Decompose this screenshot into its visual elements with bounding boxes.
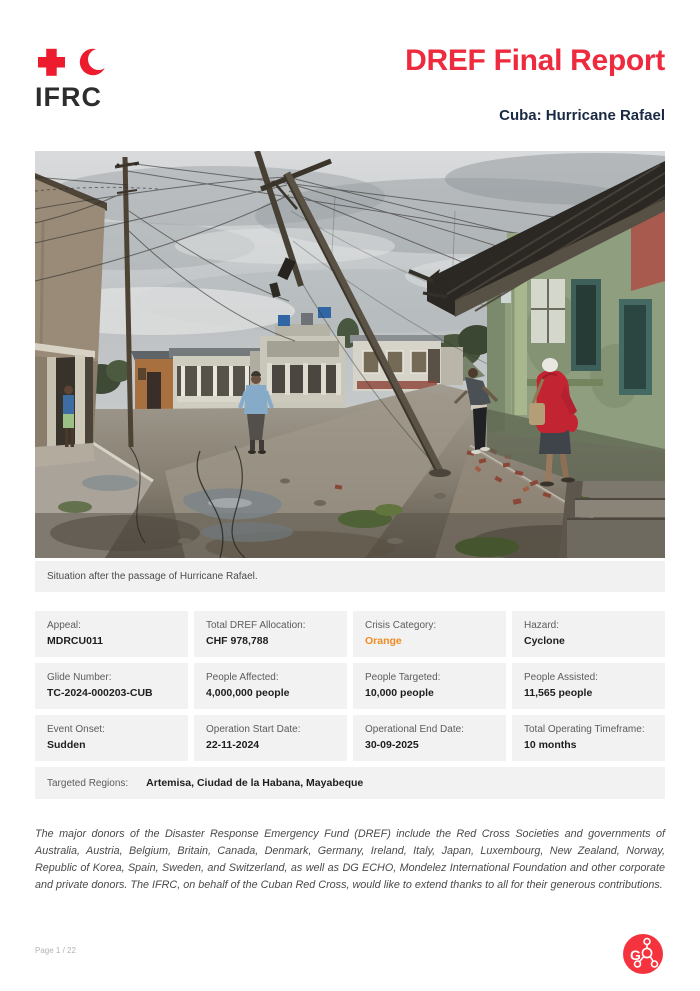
summary-cell-people-assisted bbox=[512, 663, 665, 709]
cell-label: Operational End Date: bbox=[365, 724, 464, 735]
cell-label: People Assisted: bbox=[524, 672, 598, 683]
targeted-regions-value: Artemisa, Ciudad de la Habana, Mayabeque bbox=[146, 777, 364, 789]
summary-cell-timeframe bbox=[512, 715, 665, 761]
targeted-regions-row bbox=[35, 767, 665, 799]
summary-cell-start-date bbox=[194, 715, 347, 761]
cell-value: MDRCU011 bbox=[47, 635, 104, 647]
cell-label: People Targeted: bbox=[365, 672, 441, 683]
cell-label: People Affected: bbox=[206, 672, 279, 683]
cell-label: Total DREF Allocation: bbox=[206, 620, 306, 631]
summary-table bbox=[35, 611, 665, 761]
summary-cell-allocation bbox=[194, 611, 347, 657]
summary-cell-glide-number bbox=[35, 663, 188, 709]
cell-label: Total Operating Timeframe: bbox=[524, 724, 645, 735]
cell-label: Hazard: bbox=[524, 620, 560, 631]
ifrc-cross-crescent-icon bbox=[35, 46, 111, 80]
cell-value: 30-09-2025 bbox=[365, 739, 419, 751]
targeted-regions-label: Targeted Regions: bbox=[47, 778, 129, 789]
cell-value-orange: Orange bbox=[365, 635, 402, 647]
ifrc-logo bbox=[35, 46, 145, 111]
donors-paragraph: The major donors of the Disaster Response Emergency Fund (DREF) include the Red Cross Societies and governments of Australia, Austria, Belgium, Britain, Canada, Denmark, Germany, Ireland, Italy, Japan, Luxembourg, New Zealand, Norway, Republic of Korea, Spain, Sweden, and Switzerland, as well as DG ECHO, Mondelez International Foundation and other corporate and private donors. The IFRC, on behalf of the Cuban Red Cross, would like to extend thanks to all for their generous contributions. bbox=[35, 828, 665, 891]
cell-label: Operation Start Date: bbox=[206, 724, 301, 735]
header-titles bbox=[405, 46, 665, 124]
report-header bbox=[0, 0, 700, 124]
go-logo-letter: G bbox=[630, 947, 641, 963]
cell-label: Event Onset: bbox=[47, 724, 105, 735]
cell-value: Cyclone bbox=[524, 635, 565, 647]
summary-cell-hazard bbox=[512, 611, 665, 657]
cell-value: CHF 978,788 bbox=[206, 635, 269, 647]
summary-cell-end-date bbox=[353, 715, 506, 761]
cell-label: Glide Number: bbox=[47, 672, 112, 683]
cell-value: 22-11-2024 bbox=[206, 739, 260, 751]
page-number: Page 1 / 22 bbox=[35, 946, 76, 955]
cell-label: Crisis Category: bbox=[365, 620, 437, 631]
report-title: DREF Final Report bbox=[405, 44, 665, 77]
report-subtitle: Cuba: Hurricane Rafael bbox=[499, 107, 665, 124]
summary-cell-appeal bbox=[35, 611, 188, 657]
summary-cell-crisis-category bbox=[353, 611, 506, 657]
summary-cell-people-targeted bbox=[353, 663, 506, 709]
summary-cell-people-affected bbox=[194, 663, 347, 709]
hurricane-damage-photo bbox=[35, 151, 665, 558]
go-logo-icon bbox=[622, 933, 664, 975]
hero-photo bbox=[35, 151, 665, 592]
photo-caption: Situation after the passage of Hurricane Rafael. bbox=[35, 561, 665, 592]
cell-value: 4,000,000 people bbox=[206, 687, 290, 699]
cell-value: TC-2024-000203-CUB bbox=[47, 687, 153, 699]
cell-value: 10 months bbox=[524, 739, 577, 751]
cell-value: 10,000 people bbox=[365, 687, 434, 699]
cell-value: 11,565 people bbox=[524, 687, 593, 699]
summary-cell-event-onset bbox=[35, 715, 188, 761]
ifrc-logo-text: IFRC bbox=[35, 82, 102, 112]
cell-label: Appeal: bbox=[47, 620, 81, 631]
cell-value: Sudden bbox=[47, 739, 86, 751]
